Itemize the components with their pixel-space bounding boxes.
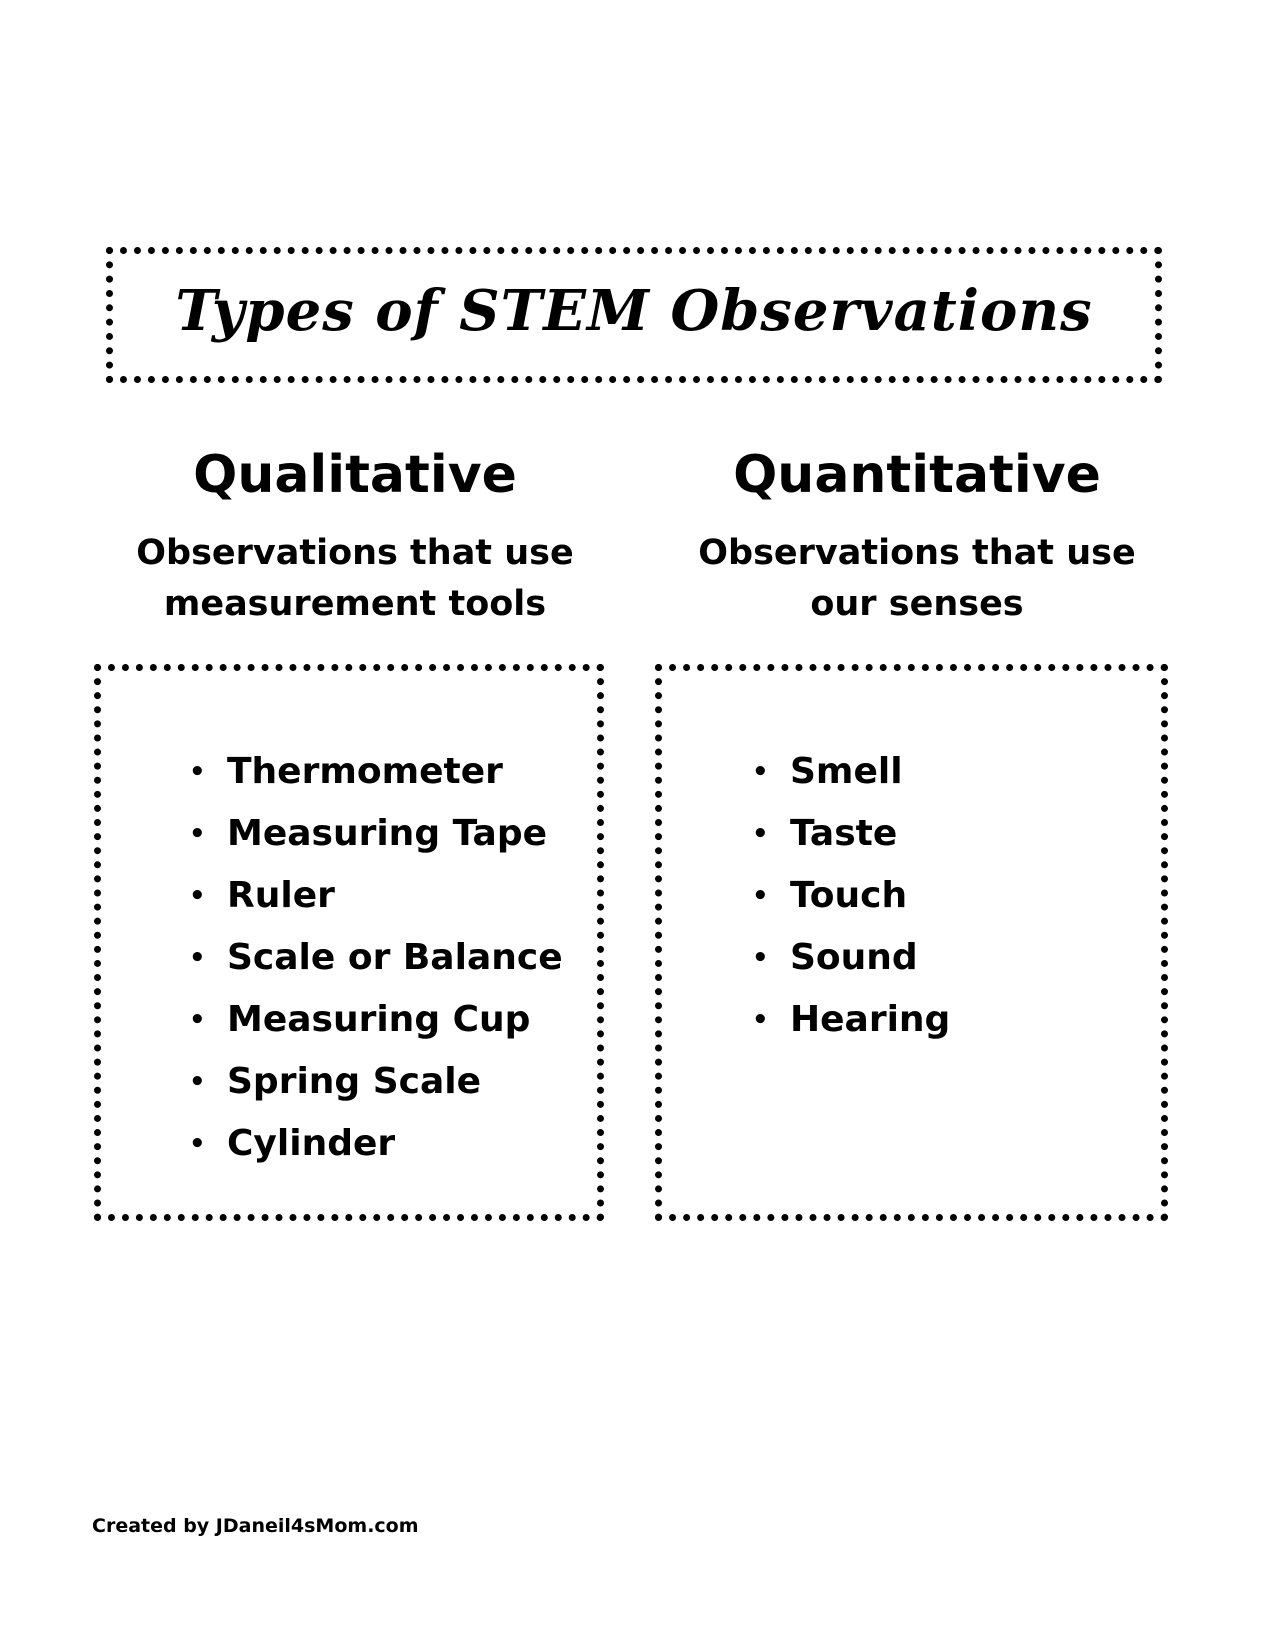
page-title: Types of STEM Observations (175, 278, 1093, 344)
footer-credit: Created by JDaneil4sMom.com (92, 1515, 419, 1537)
bullet-icon: • (189, 819, 206, 849)
list-item-label: Taste (790, 813, 898, 854)
qualitative-list (189, 741, 563, 1175)
list-item-label: Touch (790, 875, 908, 916)
bullet-icon: • (752, 757, 769, 787)
quantitative-description-line-1: Observations that use (698, 533, 1136, 573)
bullet-icon: • (189, 881, 206, 911)
quantitative-list (752, 741, 950, 1051)
list-item-label: Scale or Balance (227, 937, 563, 978)
bullet-icon: • (189, 1067, 206, 1097)
bullet-icon: • (189, 1005, 206, 1035)
qualitative-description-line-1: Observations that use (136, 533, 574, 573)
qualitative-heading: Qualitative (193, 445, 517, 505)
list-item-label: Smell (790, 751, 903, 792)
list-item (189, 989, 563, 1051)
qualitative-list-box (94, 664, 604, 1221)
bullet-icon: • (752, 1005, 769, 1035)
list-item-label: Measuring Tape (227, 813, 548, 854)
bullet-icon: • (189, 1129, 206, 1159)
bullet-icon: • (752, 881, 769, 911)
list-item (189, 1113, 563, 1175)
list-item (752, 741, 950, 803)
list-item (189, 865, 563, 927)
list-item-label: Sound (790, 937, 918, 978)
list-item (189, 927, 563, 989)
list-item-label: Cylinder (227, 1123, 396, 1164)
list-item (752, 803, 950, 865)
list-item (189, 741, 563, 803)
list-item (189, 1051, 563, 1113)
quantitative-description-line-2: our senses (810, 584, 1024, 624)
bullet-icon: • (189, 757, 206, 787)
qualitative-description-line-2: measurement tools (163, 584, 547, 624)
list-item (752, 989, 950, 1051)
quantitative-description (637, 528, 1197, 630)
list-item (752, 865, 950, 927)
quantitative-list-box (655, 664, 1168, 1221)
qualitative-description (75, 528, 635, 630)
bullet-icon: • (189, 943, 206, 973)
list-item-label: Ruler (227, 875, 335, 916)
list-item (752, 927, 950, 989)
list-item-label: Thermometer (227, 751, 503, 792)
list-item-label: Measuring Cup (227, 999, 531, 1040)
list-item-label: Hearing (790, 999, 951, 1040)
title-box (106, 247, 1162, 383)
quantitative-heading: Quantitative (733, 445, 1101, 505)
bullet-icon: • (752, 819, 769, 849)
list-item (189, 803, 563, 865)
list-item-label: Spring Scale (227, 1061, 482, 1102)
bullet-icon: • (752, 943, 769, 973)
